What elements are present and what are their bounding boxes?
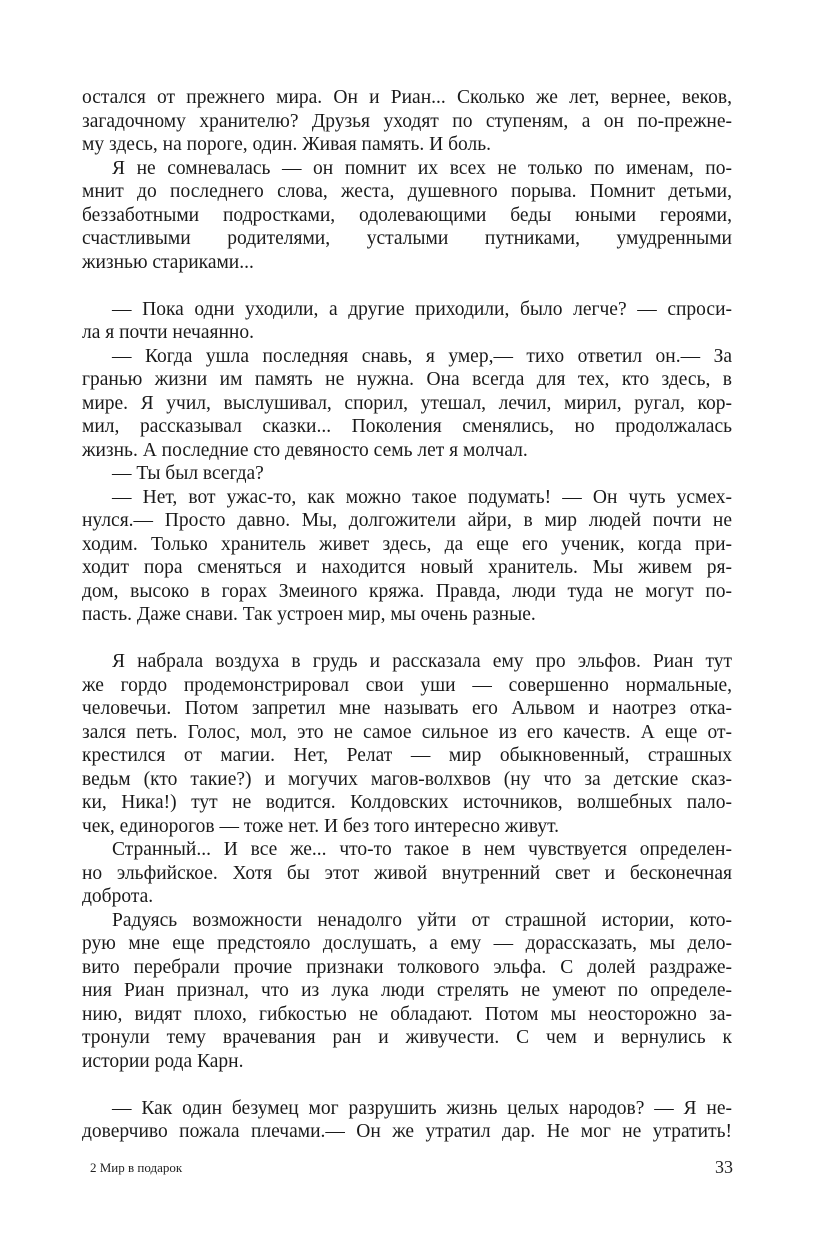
text-line: ла я почти нечаянно.: [82, 322, 254, 343]
text-line: зался петь. Голос, мол, это не самое сильное из его качеств. А еще от-: [82, 721, 732, 743]
text-line: — Пока одни уходили, а другие приходили, было легче? — спроси-: [112, 298, 732, 320]
text-line: — Нет, вот ужас-то, как можно такое подумать! — Он чуть усмех-: [112, 486, 732, 508]
section-break: [82, 627, 732, 651]
text-line: человечьи. Потом запретил мне называть его Альвом и наотрез отка-: [82, 698, 732, 719]
text-line: Радуясь возможности ненадолго уйти от страшной истории, кото-: [112, 909, 732, 931]
text-line: — Ты был всегда?: [112, 463, 264, 484]
text-line: — Когда ушла последняя снавь, я умер,— тихо ответил он.— За: [112, 345, 732, 367]
text-line: жизнь. А последние сто девяносто семь лет я молчал.: [82, 439, 528, 461]
text-line: дом, высоко в горах Змеиного кряжа. Правда, люди туда не могут по-: [82, 580, 732, 602]
text-line: чек, единорогов — тоже нет. И без того интересно живут.: [82, 815, 560, 837]
text-line: ки, Ника!) тут не водится. Колдовских источников, волшебных пало-: [82, 792, 732, 813]
text-line: вито перебрали прочие признаки толкового эльфа. С долей раздраже-: [82, 956, 732, 978]
text-line: мнит до последнего слова, жеста, душевного порыва. Помнит детьми,: [82, 181, 732, 202]
text-line: крестился от магии. Нет, Релат — мир обыкновенный, страшных: [82, 745, 732, 766]
text-line: доверчиво пожала плечами.— Он же утратил дар. Не мог не утратить!: [82, 1121, 732, 1142]
text-line: беззаботными подростками, одолевающими беды юными героями,: [82, 204, 732, 226]
text-line: му здесь, на пороге, один. Живая память. И боль.: [82, 134, 491, 155]
text-line: ведьм (кто такие?) и могучих магов-волхвов (ну что за детские сказ-: [82, 768, 732, 790]
text-line: Я не сомневалась — он помнит их всех не только по именам, по-: [112, 157, 732, 179]
text-line: мил, рассказывал сказки... Поколения сменялись, но продолжалась: [82, 416, 732, 437]
section-break: [82, 274, 732, 298]
text-line: Странный... И все же... что-то такое в нем чувствуется определен-: [112, 839, 732, 860]
text-line: мире. Я учил, выслушивал, спорил, утешал, лечил, мирил, ругал, кор-: [82, 392, 732, 414]
body-text: [82, 86, 732, 1144]
text-line: доброта.: [82, 886, 154, 907]
text-line: но эльфийское. Хотя бы этот живой внутренний свет и бесконечная: [82, 862, 732, 884]
text-line: рую мне еще предстояло дослушать, а ему — дорассказать, мы дело-: [82, 933, 732, 954]
text-line: жизнью стариками...: [82, 251, 254, 273]
text-line: ходим. Только хранитель живет здесь, да еще его ученик, когда при-: [82, 533, 732, 555]
page-number: 33: [715, 1157, 733, 1177]
section-break: [82, 1073, 732, 1097]
signature-mark: 2 Мир в подарок: [90, 1160, 183, 1175]
text-line: тронули тему врачевания ран и живучести. С чем и вернулись к: [82, 1027, 732, 1048]
text-line: счастливыми родителями, усталыми путниками, умудренными: [82, 228, 732, 249]
text-line: пасть. Даже снави. Так устроен мир, мы очень разные.: [82, 604, 536, 625]
text-line: же гордо продемонстрировал свои уши — совершенно нормальные,: [82, 674, 732, 696]
text-line: нию, видят плохо, гибкостью не обладают. Потом мы неосторожно за-: [82, 1003, 732, 1025]
text-line: ходит пора сменяться и находится новый хранитель. Мы живем ря-: [82, 557, 732, 578]
text-line: ния Риан признал, что из лука люди стрелять не умеют по определе-: [82, 980, 732, 1001]
text-line: — Как один безумец мог разрушить жизнь целых народов? — Я не-: [112, 1097, 732, 1119]
text-line: Я набрала воздуха в грудь и рассказала ему про эльфов. Риан тут: [112, 651, 732, 672]
text-line: гранью жизни им память не нужна. Она всегда для тех, кто здесь, в: [82, 369, 732, 390]
text-line: остался от прежнего мира. Он и Риан... Сколько же лет, вернее, веков,: [82, 87, 732, 108]
text-line: нулся.— Просто давно. Мы, долгожители айри, в мир людей почти не: [82, 510, 732, 531]
text-line: загадочному хранителю? Друзья уходят по ступеням, а он по-прежне-: [82, 110, 732, 132]
text-line: истории рода Карн.: [82, 1050, 244, 1072]
